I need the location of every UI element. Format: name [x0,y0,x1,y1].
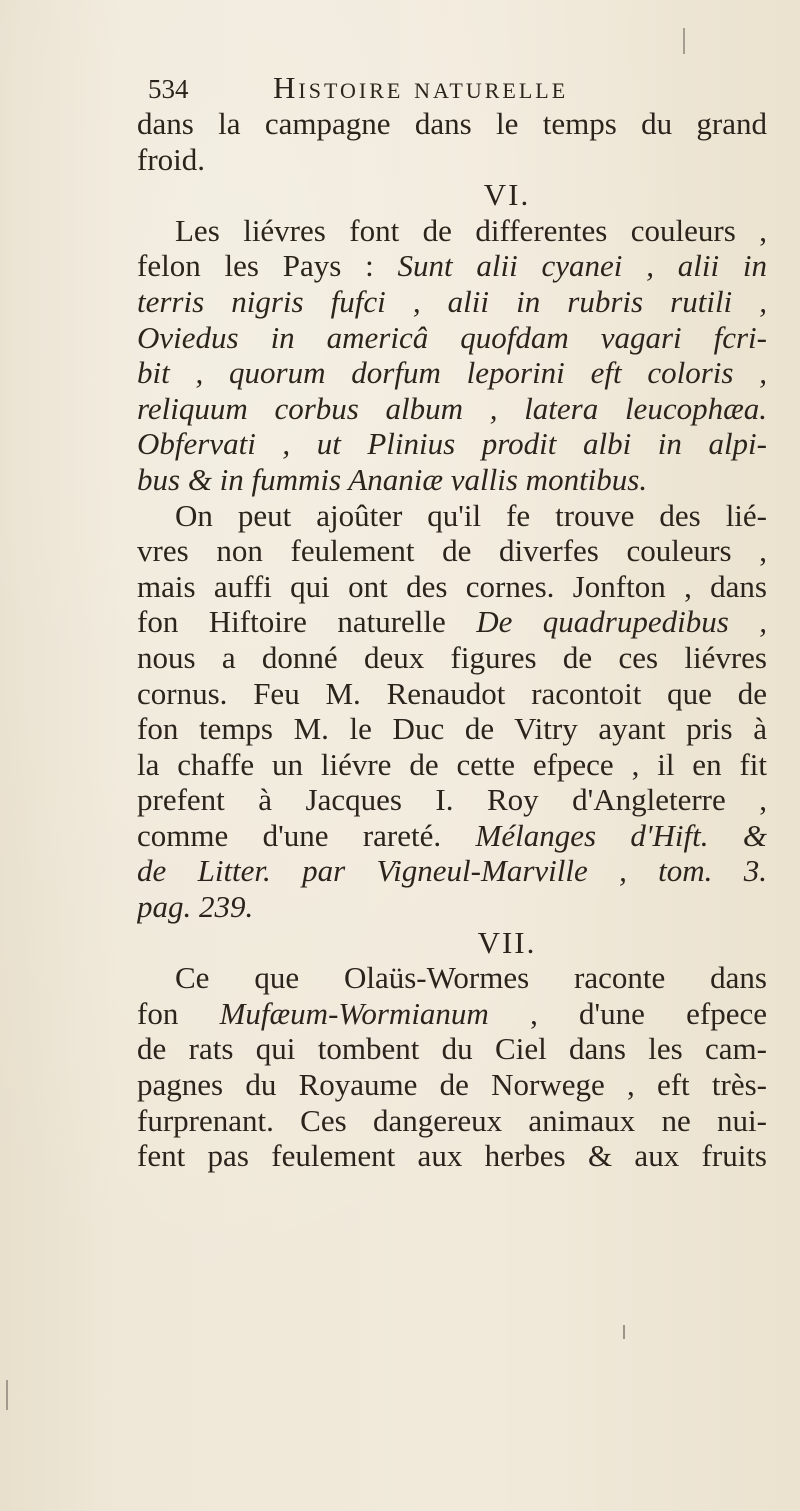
text-line: prefent à Jacques I. Roy d'Angleterre , [137,782,767,818]
text-line: bit , quorum dorfum leporini eft coloris , [137,355,767,391]
text-line: furprenant. Ces dangereux animaux ne nui- [137,1102,767,1138]
section-heading-6: VI. [483,177,531,213]
text-line: pagnes du Royaume de Norwege , eft très- [137,1067,767,1103]
text-segment: fon Hiftoire naturelle [137,604,477,640]
text-line: la chaffe un liévre de cette efpece , il en fit [137,746,767,782]
page-text [137,106,767,1174]
book-title: De quadrupedibus , [476,604,767,640]
text-line: terris nigris fufci , alii in rubris rutili , [137,283,767,319]
text-line: de Litter. par Vigneul-Marville , tom. 3. [137,853,767,889]
citation: Mélanges d'Hift. & [475,817,767,853]
section-heading-7: VII. [477,924,537,960]
text-segment: felon les Pays : [137,248,398,284]
text-line: reliquum corbus album , latera leucophæa. [137,390,767,426]
paper-speck [623,1325,625,1339]
text-line [137,818,767,854]
text-line: Oviedus in americâ quofdam vagari fcri- [137,319,767,355]
text-line: fent pas feulement aux herbes & aux fruits [137,1138,767,1174]
text-line: nous a donné deux figures de ces liévres [137,639,767,675]
text-line: dans la campagne dans le temps du grand [137,106,767,141]
text-line: Ce que Olaüs-Wormes raconte dans [175,960,767,996]
latin-quote: Sunt alii cyanei , alii in [397,248,767,284]
text-line: bus & in fummis Ananiæ vallis montibus. [137,461,648,497]
text-line: froid. [137,141,206,177]
text-line: de rats qui tombent du Ciel dans les cam- [137,1031,767,1067]
text-segment: , d'une efpece [488,995,767,1031]
text-segment: fon [137,995,220,1031]
book-title: Mufæum-Wormianum [219,995,489,1031]
text-line: Obfervati , ut Plinius prodit albi in alpi- [137,426,767,462]
text-segment: comme d'une rareté. [137,817,476,853]
text-line [137,248,767,284]
text-line: cornus. Feu M. Renaudot racontoit que de [137,675,767,711]
text-line: vres non feulement de diverfes couleurs , [137,533,767,569]
text-line: pag. 239. [137,889,254,925]
page-number: 534 [148,74,189,104]
text-line: On peut ajoûter qu'il fe trouve des lié- [175,497,767,533]
paper-speck [683,28,685,54]
paper-speck [6,1380,8,1410]
running-title: Histoire naturelle [273,70,569,105]
text-line [137,604,767,640]
text-line: Les liévres font de differentes couleurs , [175,212,767,248]
text-line: mais auffi qui ont des cornes. Jonfton , dans [137,568,767,604]
running-header [140,68,780,108]
text-line: fon temps M. le Duc de Vitry ayant pris à [137,711,767,747]
text-line [137,996,767,1032]
